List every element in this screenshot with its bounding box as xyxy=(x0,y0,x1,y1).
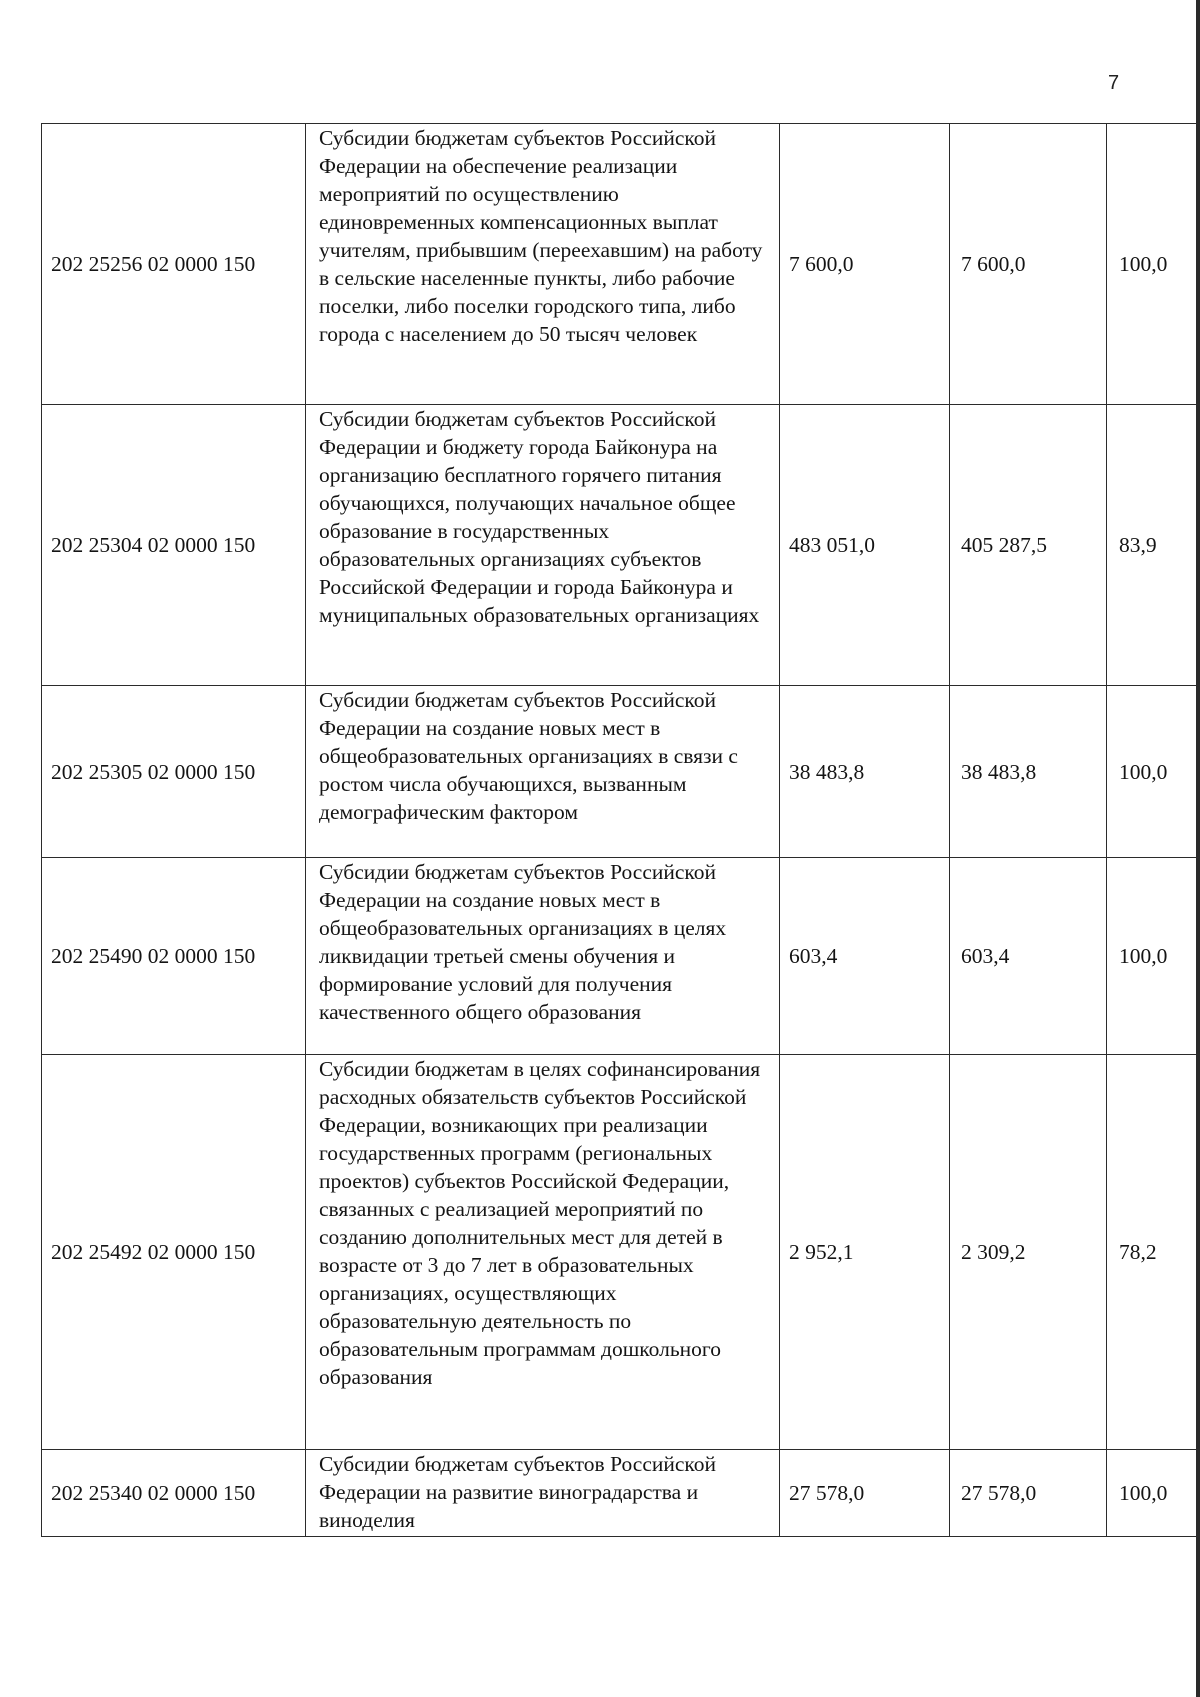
execution-percent-cell: 100,0 xyxy=(1107,1450,1200,1537)
table-row xyxy=(42,1450,1200,1537)
table-row xyxy=(42,1055,1200,1450)
actual-amount-cell: 7 600,0 xyxy=(950,124,1107,405)
description-cell: Субсидии бюджетам субъектов Российской Федерации на обеспечение реализации мероприятий по осуществлению единовременных компенсационных выплат учителям, прибывшим (переехавшим) на работу в сельские населенные пункты, либо рабочие поселки, либо поселки городского типа, либо города с населением до 50 тысяч человек xyxy=(306,124,780,405)
description-cell: Субсидии бюджетам субъектов Российской Федерации на развитие виноградарства и виноделия xyxy=(306,1450,780,1537)
page-number: 7 xyxy=(1108,72,1120,94)
actual-amount-cell: 2 309,2 xyxy=(950,1055,1107,1450)
planned-amount-cell: 7 600,0 xyxy=(780,124,950,405)
budget-table xyxy=(41,123,1200,1537)
budget-code-cell: 202 25304 02 0000 150 xyxy=(42,405,306,686)
planned-amount-cell: 483 051,0 xyxy=(780,405,950,686)
description-cell: Субсидии бюджетам субъектов Российской Федерации на создание новых мест в общеобразовательных организациях в целях ликвидации третьей смены обучения и формирование условий для получения качественного общего образования xyxy=(306,858,780,1055)
budget-code-cell: 202 25340 02 0000 150 xyxy=(42,1450,306,1537)
table-row xyxy=(42,858,1200,1055)
table-row xyxy=(42,686,1200,858)
execution-percent-cell: 100,0 xyxy=(1107,124,1200,405)
table-row xyxy=(42,124,1200,405)
actual-amount-cell: 405 287,5 xyxy=(950,405,1107,686)
planned-amount-cell: 27 578,0 xyxy=(780,1450,950,1537)
planned-amount-cell: 38 483,8 xyxy=(780,686,950,858)
actual-amount-cell: 27 578,0 xyxy=(950,1450,1107,1537)
description-cell: Субсидии бюджетам субъектов Российской Федерации на создание новых мест в общеобразовательных организациях в связи с ростом числа обучающихся, вызванным демографическим фактором xyxy=(306,686,780,858)
description-cell: Субсидии бюджетам субъектов Российской Федерации и бюджету города Байконура на организацию бесплатного горячего питания обучающихся, получающих начальное общее образование в государственных образовательных организациях субъектов Российской Федерации и города Байконура и муниципальных образовательных организациях xyxy=(306,405,780,686)
execution-percent-cell: 78,2 xyxy=(1107,1055,1200,1450)
actual-amount-cell: 603,4 xyxy=(950,858,1107,1055)
budget-code-cell: 202 25256 02 0000 150 xyxy=(42,124,306,405)
budget-code-cell: 202 25492 02 0000 150 xyxy=(42,1055,306,1450)
actual-amount-cell: 38 483,8 xyxy=(950,686,1107,858)
budget-code-cell: 202 25490 02 0000 150 xyxy=(42,858,306,1055)
execution-percent-cell: 100,0 xyxy=(1107,858,1200,1055)
planned-amount-cell: 2 952,1 xyxy=(780,1055,950,1450)
budget-code-cell: 202 25305 02 0000 150 xyxy=(42,686,306,858)
table-row xyxy=(42,405,1200,686)
execution-percent-cell: 83,9 xyxy=(1107,405,1200,686)
planned-amount-cell: 603,4 xyxy=(780,858,950,1055)
execution-percent-cell: 100,0 xyxy=(1107,686,1200,858)
description-cell: Субсидии бюджетам в целях софинансирования расходных обязательств субъектов Российской Федерации, возникающих при реализации государственных программ (региональных проектов) субъектов Российской Федерации, связанных с реализацией мероприятий по созданию дополнительных мест для детей в возрасте от 3 до 7 лет в образовательных организациях, осуществляющих образовательную деятельность по образовательным программам дошкольного образования xyxy=(306,1055,780,1450)
